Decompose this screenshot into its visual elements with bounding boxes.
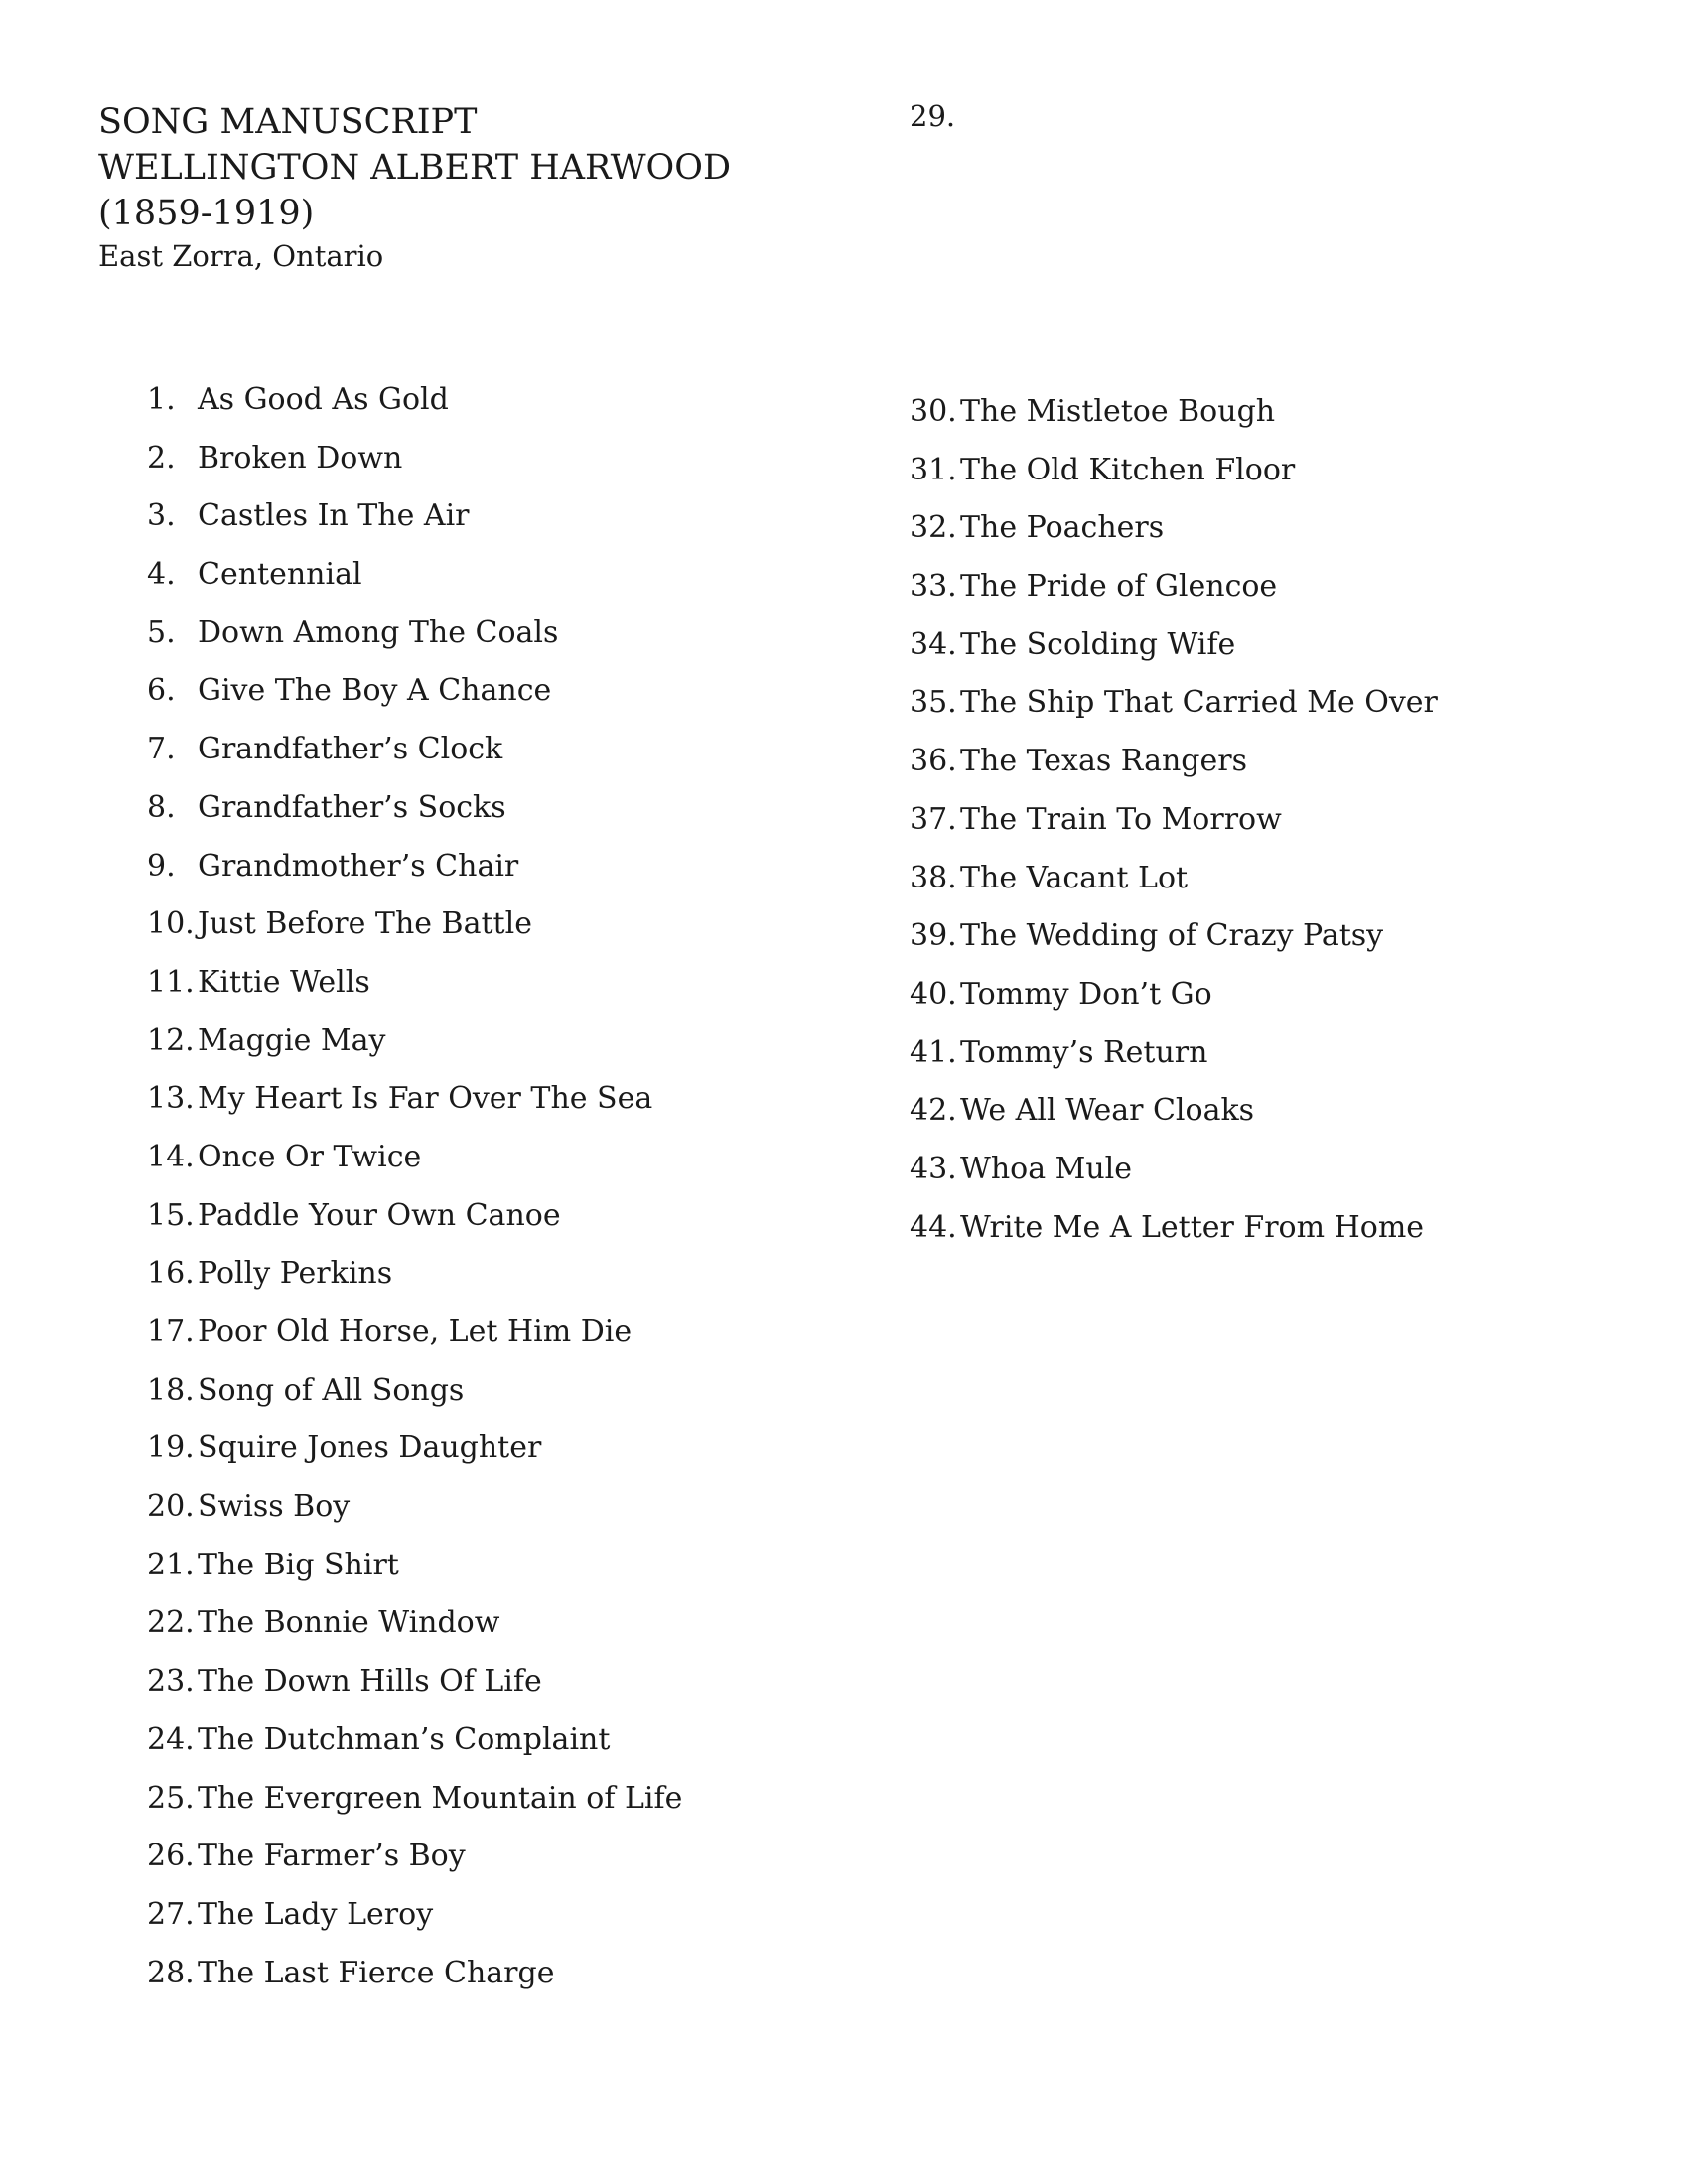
song-title: The Ship That Carried Me Over	[960, 685, 1438, 721]
header-location: East Zorra, Ontario	[98, 239, 384, 273]
song-title: Tommy’s Return	[960, 1034, 1208, 1070]
song-number: 32.	[910, 510, 957, 546]
song-number: 39.	[910, 918, 957, 954]
song-number: 4.	[147, 557, 176, 593]
list-item	[910, 1024, 1438, 1083]
column-label: 29.	[910, 99, 956, 133]
song-title: The Mistletoe Bough	[960, 394, 1276, 429]
song-title: Whoa Mule	[960, 1151, 1133, 1186]
song-number: 1.	[147, 382, 176, 417]
song-number: 2.	[147, 440, 176, 476]
song-title: Kittie Wells	[198, 964, 370, 1000]
song-number: 26.	[147, 1839, 195, 1874]
list-item	[910, 383, 1438, 442]
list-item	[147, 1129, 682, 1187]
header-dates: (1859-1919)	[98, 194, 315, 233]
song-title: Grandfather’s Clock	[198, 732, 503, 767]
list-item	[910, 850, 1438, 908]
song-number: 43.	[910, 1151, 957, 1186]
song-number: 36.	[910, 744, 957, 779]
list-item	[147, 662, 682, 721]
song-number: 10.	[147, 906, 195, 942]
song-title: Tommy Don’t Go	[960, 976, 1212, 1012]
song-number: 8.	[147, 789, 176, 825]
list-item	[910, 966, 1438, 1024]
list-item	[910, 558, 1438, 616]
list-item	[147, 1537, 682, 1595]
song-title: Poor Old Horse, Let Him Die	[198, 1314, 633, 1349]
list-item	[147, 1770, 682, 1829]
song-title: Down Among The Coals	[198, 614, 559, 650]
song-title: Swiss Boy	[198, 1489, 351, 1525]
song-title: Squire Jones Daughter	[198, 1431, 542, 1466]
song-title: As Good As Gold	[198, 382, 449, 417]
song-number: 44.	[910, 1209, 957, 1245]
song-number: 24.	[147, 1721, 195, 1757]
song-number: 40.	[910, 976, 957, 1012]
song-number: 11.	[147, 964, 195, 1000]
song-title: The Down Hills Of Life	[198, 1664, 542, 1700]
song-number: 38.	[910, 860, 957, 895]
song-title: The Evergreen Mountain of Life	[198, 1780, 683, 1816]
list-item	[910, 442, 1438, 500]
list-item	[147, 371, 682, 430]
list-item	[910, 499, 1438, 558]
list-item	[147, 1187, 682, 1246]
song-number: 16.	[147, 1256, 195, 1292]
song-number: 13.	[147, 1081, 195, 1117]
song-number: 22.	[147, 1605, 195, 1641]
list-item	[147, 1828, 682, 1886]
list-item	[910, 674, 1438, 733]
list-item	[147, 1653, 682, 1711]
document-header	[98, 99, 731, 276]
song-title: Castles In The Air	[198, 498, 470, 534]
song-title: The Farmer’s Boy	[198, 1839, 466, 1874]
song-title: The Last Fierce Charge	[198, 1955, 555, 1990]
song-number: 9.	[147, 848, 176, 884]
song-title: Give The Boy A Chance	[198, 673, 552, 709]
header-title: SONG MANUSCRIPT	[98, 102, 478, 142]
song-number: 28.	[147, 1955, 195, 1990]
list-item	[910, 1199, 1438, 1258]
song-title: Song of All Songs	[198, 1372, 465, 1408]
song-number: 21.	[147, 1547, 195, 1582]
song-title: Write Me A Letter From Home	[960, 1209, 1425, 1245]
song-number: 18.	[147, 1372, 195, 1408]
song-list-right	[910, 383, 1438, 1257]
list-item	[147, 1478, 682, 1537]
song-title: Just Before The Battle	[198, 906, 532, 942]
list-item	[910, 791, 1438, 850]
list-item	[910, 1141, 1438, 1199]
song-title: The Texas Rangers	[960, 744, 1247, 779]
song-title: The Pride of Glencoe	[960, 569, 1278, 605]
list-item	[147, 1070, 682, 1129]
song-title: Maggie May	[198, 1023, 386, 1058]
header-author: WELLINGTON ALBERT HARWOOD	[98, 148, 732, 188]
song-title: My Heart Is Far Over The Sea	[198, 1081, 653, 1117]
song-number: 30.	[910, 394, 957, 429]
list-item	[147, 1886, 682, 1945]
song-number: 41.	[910, 1034, 957, 1070]
song-title: Grandmother’s Chair	[198, 848, 519, 884]
list-item	[147, 605, 682, 663]
song-number: 23.	[147, 1664, 195, 1700]
list-item	[147, 954, 682, 1013]
song-number: 31.	[910, 452, 957, 487]
song-number: 34.	[910, 626, 957, 662]
song-number: 3.	[147, 498, 176, 534]
list-item	[147, 430, 682, 488]
song-number: 17.	[147, 1314, 195, 1349]
list-item	[147, 838, 682, 896]
list-item	[147, 1594, 682, 1653]
song-title: The Big Shirt	[198, 1547, 399, 1582]
list-item	[147, 1362, 682, 1421]
song-number: 14.	[147, 1139, 195, 1174]
song-number: 15.	[147, 1197, 195, 1233]
list-item	[147, 721, 682, 779]
list-item	[910, 1082, 1438, 1141]
song-number: 42.	[910, 1093, 957, 1129]
song-number: 33.	[910, 569, 957, 605]
song-list-left	[147, 371, 682, 2002]
song-title: The Bonnie Window	[198, 1605, 500, 1641]
song-number: 37.	[910, 801, 957, 837]
song-number: 6.	[147, 673, 176, 709]
song-title: The Scolding Wife	[960, 626, 1236, 662]
song-title: The Lady Leroy	[198, 1896, 434, 1932]
song-title: Centennial	[198, 557, 362, 593]
list-item	[147, 1245, 682, 1303]
song-title: The Wedding of Crazy Patsy	[960, 918, 1384, 954]
song-title: The Poachers	[960, 510, 1165, 546]
song-title: The Vacant Lot	[960, 860, 1189, 895]
song-number: 5.	[147, 614, 176, 650]
song-title: Broken Down	[198, 440, 403, 476]
song-title: The Dutchman’s Complaint	[198, 1721, 611, 1757]
list-item	[147, 546, 682, 605]
song-title: We All Wear Cloaks	[960, 1093, 1255, 1129]
list-item	[147, 779, 682, 838]
list-item	[910, 733, 1438, 791]
list-item	[910, 616, 1438, 675]
song-number: 27.	[147, 1896, 195, 1932]
song-number: 25.	[147, 1780, 195, 1816]
song-title: Once Or Twice	[198, 1139, 422, 1174]
song-title: Grandfather’s Socks	[198, 789, 506, 825]
list-item	[147, 1420, 682, 1478]
list-item	[147, 895, 682, 954]
song-title: The Train To Morrow	[960, 801, 1282, 837]
song-number: 35.	[910, 685, 957, 721]
list-item	[147, 1303, 682, 1362]
list-item	[147, 1945, 682, 2003]
list-item	[147, 487, 682, 546]
song-number: 19.	[147, 1431, 195, 1466]
list-item	[147, 1013, 682, 1071]
song-number: 20.	[147, 1489, 195, 1525]
song-title: Polly Perkins	[198, 1256, 393, 1292]
list-item	[910, 907, 1438, 966]
song-number: 12.	[147, 1023, 195, 1058]
song-title: The Old Kitchen Floor	[960, 452, 1296, 487]
song-title: Paddle Your Own Canoe	[198, 1197, 561, 1233]
song-number: 7.	[147, 732, 176, 767]
list-item	[147, 1711, 682, 1770]
